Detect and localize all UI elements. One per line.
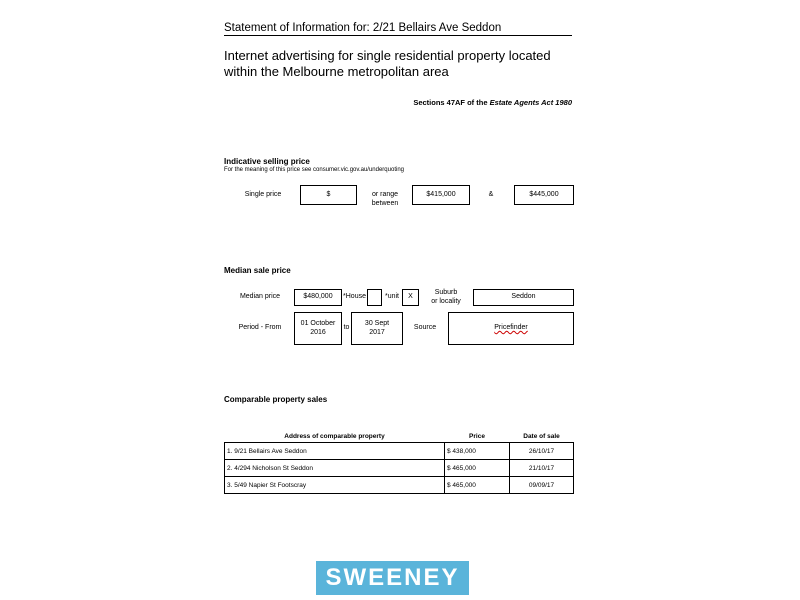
suburb-label-line1: Suburb	[434, 289, 458, 296]
range-low-field: $415,000	[412, 185, 470, 205]
range-high-field: $445,000	[514, 185, 574, 205]
house-checkbox	[367, 289, 382, 306]
unit-checkbox: X	[402, 289, 419, 306]
source-value: Pricefinder	[494, 324, 528, 332]
comparable-sales-table	[224, 430, 574, 494]
unit-label: *unit	[384, 293, 399, 300]
row-address: 1. 9/21 Bellairs Ave Seddon	[225, 443, 445, 460]
suburb-label-line2: or locality	[431, 297, 461, 305]
period-to-label: to	[343, 324, 350, 331]
act-name: Estate Agents Act 1980	[489, 98, 572, 107]
period-label: Period - From	[238, 324, 282, 331]
indicative-price-subtext: For the meaning of this price see consumer.vic.gov.au/underquoting	[224, 167, 404, 173]
sections-prefix: Sections 47AF of the	[413, 98, 490, 107]
period-to-line1: 30 Sept	[364, 319, 390, 327]
row-address: 2. 4/294 Nicholson St Seddon	[225, 460, 445, 477]
period-to-line2: 2017	[369, 328, 385, 336]
column-header-address: Address of comparable property	[284, 432, 385, 440]
row-address: 3. 5/49 Napier St Footscray	[225, 477, 445, 494]
median-price-label: Median price	[239, 293, 281, 300]
indicative-price-heading: Indicative selling price	[224, 157, 310, 166]
row-price: $ 438,000	[445, 443, 510, 460]
range-label: or range between	[371, 191, 399, 207]
suburb-field: Seddon	[473, 289, 574, 306]
range-and-symbol: &	[488, 191, 494, 198]
period-from-line2: 2016	[310, 328, 326, 336]
statement-title: Statement of Information for: 2/21 Bellairs Ave Seddon	[224, 22, 572, 36]
median-price-field: $480,000	[294, 289, 342, 306]
period-to-field	[351, 312, 403, 345]
column-header-price: Price	[469, 432, 485, 440]
row-date: 09/09/17	[510, 477, 574, 494]
comparable-sales-heading: Comparable property sales	[224, 395, 328, 404]
row-date: 26/10/17	[510, 443, 574, 460]
row-price: $ 465,000	[445, 477, 510, 494]
table-row	[225, 460, 574, 477]
sections-reference	[224, 98, 572, 107]
table-row	[225, 443, 574, 460]
period-from-field	[294, 312, 342, 345]
median-price-heading: Median sale price	[224, 266, 291, 275]
column-header-date: Date of sale	[523, 432, 560, 440]
source-label: Source	[413, 324, 437, 331]
sweeney-logo: SWEENEY	[316, 561, 469, 595]
document-title	[224, 48, 584, 80]
table-header-row	[225, 430, 574, 443]
row-price: $ 465,000	[445, 460, 510, 477]
row-date: 21/10/17	[510, 460, 574, 477]
source-field	[448, 312, 574, 345]
single-price-field: $	[300, 185, 357, 205]
period-from-line1: 01 October	[300, 319, 336, 327]
document-title-line2: within the Melbourne metropolitan area	[224, 64, 449, 79]
single-price-label: Single price	[244, 191, 282, 198]
house-label: *House	[343, 293, 366, 300]
suburb-label	[425, 289, 467, 307]
table-row	[225, 477, 574, 494]
document-title-line1: Internet advertising for single residential property located	[224, 48, 551, 63]
